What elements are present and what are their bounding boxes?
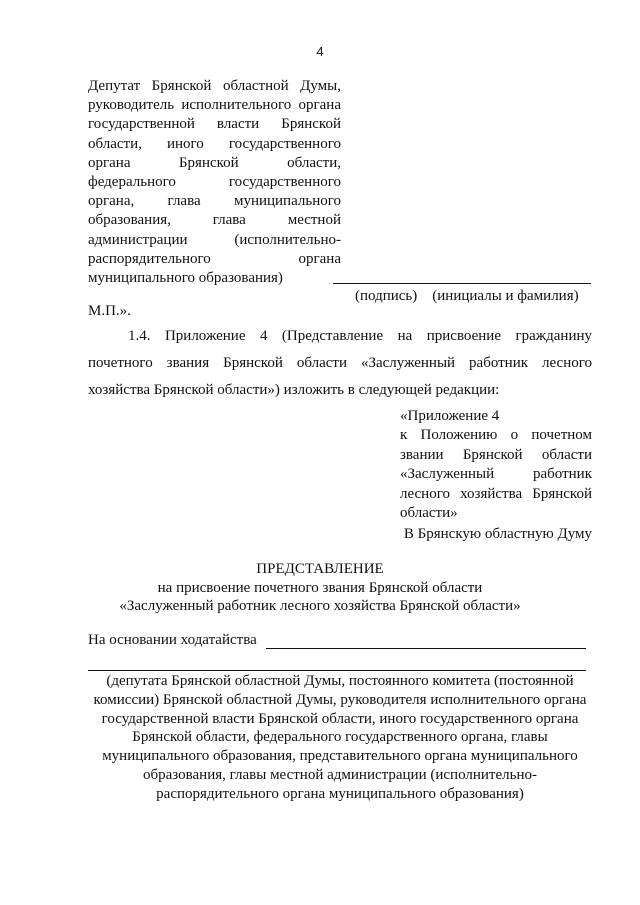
signatory-line: руководитель исполнительного органа [88,97,341,114]
page-number: 4 [316,44,324,59]
appendix-line: к Положению о почетном [400,427,592,444]
appendix-line: области» [400,505,458,522]
signature-rule [333,283,591,284]
signatory-line: органа Брянской области, [88,154,341,171]
appendix-line: лесного хозяйства Брянской [400,485,592,502]
addressee: В Брянскую областную Думу [403,526,592,542]
note-line: комиссии) Брянской областной Думы, руководителя исполнительного органа [93,691,587,708]
document-title [0,560,640,616]
paragraph-line: 1.4. Приложение 4 (Представление на присвоение гражданину [128,328,592,344]
note-line: распорядительного органа муниципального образования) [156,785,524,802]
signature-label: (подпись) [355,288,418,304]
basis-fill-line [266,648,586,649]
basis-label: На основании ходатайства [88,632,257,648]
title-subheading: на присвоение почетного звания Брянской области [157,579,483,596]
basis-fill-line-full [88,670,586,671]
signatory-line: области, иного государственного [88,135,341,152]
paragraph-line: хозяйства Брянской области») изложить в следующей редакции: [88,382,500,398]
paragraph-line: почетного звания Брянской области «Заслуженный работник лесного [88,355,592,371]
signatory-block [88,77,341,288]
note-line: (депутата Брянской областной Думы, постоянного комитета (постоянной [106,673,574,689]
appendix-reference [400,407,592,523]
signatory-line: государственной власти Брянской [88,116,341,133]
signatory-line: образования, глава местной [88,212,341,229]
signatory-line: органа, глава муниципального [88,193,341,210]
signatory-line: муниципального образования) [88,270,283,287]
initials-label: (инициалы и фамилия) [432,288,579,304]
signatory-line: администрации (исполнительно- [88,231,341,248]
note-line: муниципального образования, представительного органа муниципального [102,748,578,765]
signatory-line: распорядительного органа [88,250,341,267]
signatory-line: федерального государственного [88,174,341,191]
basis-explanation [88,672,592,804]
signature-labels [355,288,579,305]
title-heading: ПРЕДСТАВЛЕНИЕ [256,561,384,577]
amendment-paragraph [88,323,592,404]
signatory-line: Депутат Брянской областной Думы, [88,78,341,94]
appendix-line: звании Брянской области [400,446,592,463]
stamp-mark: М.П.». [88,303,131,319]
appendix-line: «Приложение 4 [400,408,500,424]
note-line: государственной власти Брянской области, иного государственного органа [101,710,579,727]
title-subheading: «Заслуженный работник лесного хозяйства Брянской области» [119,598,521,614]
appendix-line: «Заслуженный работник [400,466,592,483]
note-line: Брянской области, федерального государственного органа, главы [132,729,548,746]
note-line: образования, главы местной администрации (исполнительно- [143,766,537,783]
